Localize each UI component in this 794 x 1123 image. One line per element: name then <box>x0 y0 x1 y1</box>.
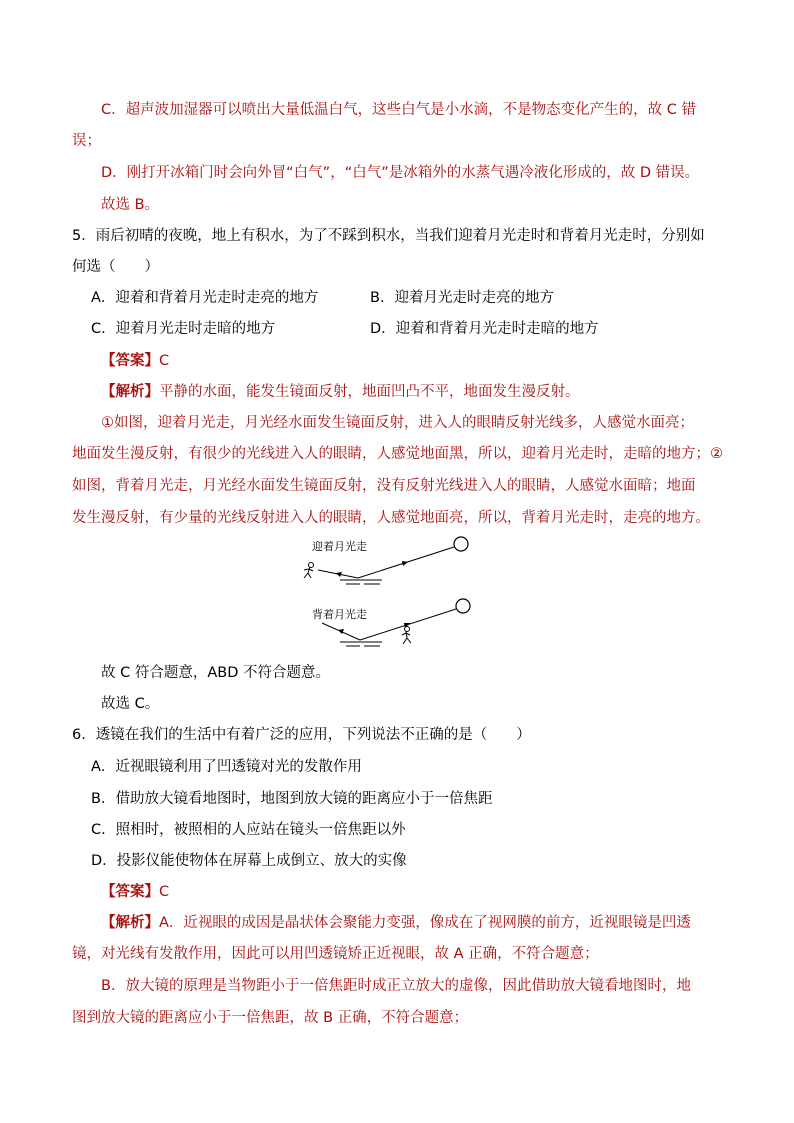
q6-analysis-b-line1: B．放大镜的原理是当物距小于一倍焦距时成正立放大的虚像，因此借助放大镜看地图时，地 <box>101 978 691 994</box>
q5-option-c: C．迎着月光走时走暗的地方 <box>91 321 276 337</box>
prev-option-c-line2: 误； <box>72 133 101 149</box>
q5-analysis-line4: 发生漫反射，有少量的光线反射进入人的眼睛，人感觉地面亮，所以，背着月光走时，走亮的地方。 <box>72 510 710 526</box>
q5-answer-value: C <box>159 353 170 369</box>
q6-analysis-b-line2: 图到放大镜的距离应小于一倍焦距，故 B 正确，不符合题意； <box>72 1010 469 1026</box>
walker-icon <box>304 563 314 579</box>
prev-option-d-line: D．刚打开冰箱门时会向外冒“白气”，“白气”是冰箱外的水蒸气遇冷液化形成的，故 D 错误。 <box>101 165 700 181</box>
q6-analysis-label: 【解析】 <box>101 915 159 931</box>
q5-conclusion-text: 故 C 符合题意，ABD 不符合题意。 <box>101 665 330 681</box>
q5-analysis-line3: 如图，背着月光走，月光经水面发生镜面反射，没有反射光线进入人的眼睛，人感觉水面暗；地面 <box>72 478 696 494</box>
q5-analysis-label: 【解析】 <box>101 384 159 400</box>
arrow-icon <box>338 629 344 634</box>
q5-analysis-line2: 地面发生漫反射，有很少的光线进入人的眼睛，人感觉地面黑，所以，迎着月光走时，走暗的地方；② <box>72 446 723 462</box>
q6-option-d: D．投影仪能使物体在屏幕上成倒立、放大的实像 <box>91 853 407 869</box>
q5-conclusion <box>101 663 330 683</box>
q5-stem-line1: 5．雨后初晴的夜晚，地上有积水，为了不踩到积水，当我们迎着月光走时和背着月光走时，分别如 <box>72 228 705 244</box>
prev-choice: 故选 B。 <box>101 197 160 213</box>
q6-option-c: C．照相时，被照相的人应站在镜头一倍焦距以外 <box>91 822 406 838</box>
q6-analysis-a-text: A．近视眼的成因是晶状体会聚能力变强，像成在了视网膜的前方，近视眼镜是凹透 <box>159 915 691 931</box>
prev-option-c-line1: C．超声波加湿器可以喷出大量低温白气，这些白气是小水滴，不是物态变化产生的，故 C 错 <box>101 102 696 118</box>
moon-icon <box>456 599 470 613</box>
q5-answer <box>101 351 169 371</box>
q5-choice: 故选 C。 <box>101 696 160 712</box>
walker-icon <box>402 627 411 645</box>
q5-stem-line2: 何选（ ） <box>72 259 159 275</box>
moonlight-reflection-figure <box>290 532 490 652</box>
q6-answer <box>101 882 169 902</box>
q5-option-b: B．迎着月光走时走亮的地方 <box>370 290 554 306</box>
q6-analysis-a-line1 <box>101 913 691 933</box>
q5-option-d: D．迎着和背着月光走时走暗的地方 <box>370 321 599 337</box>
q5-analysis-intro <box>101 382 580 402</box>
q6-stem: 6．透镜在我们的生活中有着广泛的应用，下列说法不正确的是（ ） <box>72 727 531 743</box>
moon-icon <box>454 537 468 551</box>
q6-option-b: B．借助放大镜看地图时，地图到放大镜的距离应小于一倍焦距 <box>91 791 493 807</box>
figure-label-facing: 迎着月光走 <box>312 540 367 553</box>
q5-analysis-line1: ①如图，迎着月光走，月光经水面发生镜面反射，进入人的眼睛反射光线多，人感觉水面亮； <box>101 415 694 431</box>
q5-analysis-intro-text: 平静的水面，能发生镜面反射，地面凹凸不平，地面发生漫反射。 <box>159 384 580 400</box>
q5-answer-label: 【答案】 <box>101 353 159 369</box>
figure-label-back: 背着月光走 <box>312 608 367 621</box>
q6-answer-label: 【答案】 <box>101 884 159 900</box>
q6-option-a: A．近视眼镜利用了凹透镜对光的发散作用 <box>91 759 362 775</box>
q5-option-a: A．迎着和背着月光走时走亮的地方 <box>91 290 319 306</box>
q6-answer-value: C <box>159 884 170 900</box>
q6-analysis-a-line2: 镜，对光线有发散作用，因此可以用凹透镜矫正近视眼，故 A 正确，不符合题意； <box>72 946 599 962</box>
